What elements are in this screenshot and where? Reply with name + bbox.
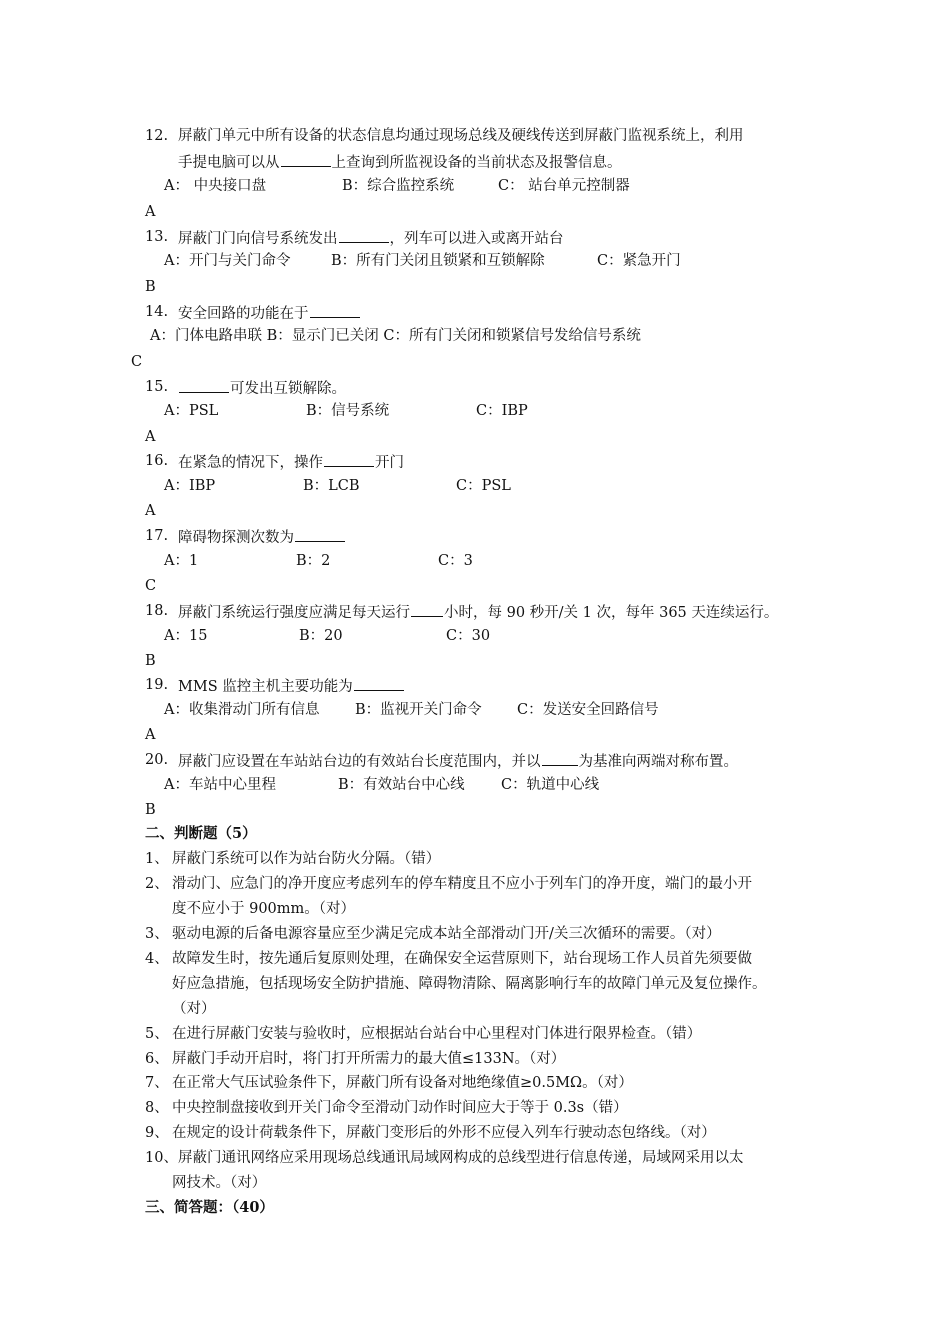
tf-item-text: 在规定的设计荷载条件下，屏蔽门变形后的外形不应侵入列车行驶动态包络线。（对） — [172, 1125, 716, 1141]
question-18-option-a: A：15 — [164, 628, 208, 644]
answer-blank — [411, 601, 443, 617]
question-16-number: 16. — [145, 453, 169, 469]
question-19-option-c: C：发送安全回路信号 — [517, 702, 659, 718]
tf-item-number: 6、 — [145, 1051, 169, 1067]
question-20-number: 20. — [145, 752, 169, 768]
question-12-number: 12. — [145, 128, 169, 144]
question-18-text: 屏蔽门系统运行强度应满足每天运行 小时，每 90 秒开/关 1 次，每年 365 天连续运行。 — [178, 601, 778, 623]
question-15-option-a: A：PSL — [164, 403, 219, 419]
tf-item-text: 屏蔽门通讯网络应采用现场总线通讯局域网构成的总线型进行信息传递，局域网采用以太 — [178, 1150, 744, 1166]
question-14-number: 14. — [145, 304, 169, 320]
question-13-option-c: C：紧急开门 — [597, 253, 681, 269]
question-12-text-line2: 手提电脑可以从 上查询到所监视设备的当前状态及报警信息。 — [178, 151, 622, 173]
question-17-text: 障碍物探测次数为 — [178, 526, 346, 548]
question-16-text: 在紧急的情况下，操作 开门 — [178, 451, 404, 473]
question-16-answer: A — [145, 503, 156, 519]
section-heading-short-answer: 三、简答题：（40） — [145, 1199, 274, 1216]
tf-item-text: 中央控制盘接收到开关门命令至滑动门动作时间应大于等于 0.3s（错） — [172, 1100, 628, 1116]
question-12-option-a: A： 中央接口盘 — [164, 178, 267, 194]
question-16-option-b: B：LCB — [303, 478, 360, 494]
question-15-option-b: B：信号系统 — [306, 403, 390, 419]
question-16-option-c: C：PSL — [456, 478, 511, 494]
question-12-answer: A — [145, 204, 156, 220]
question-12-option-b: B：综合监控系统 — [342, 178, 455, 194]
tf-item-text: （对） — [172, 1001, 216, 1017]
question-14-text: 安全回路的功能在于 — [178, 302, 361, 324]
question-17-option-b: B：2 — [296, 553, 331, 569]
answer-blank — [179, 377, 229, 393]
question-19-option-a: A：收集滑动门所有信息 — [164, 702, 320, 718]
question-13-answer: B — [145, 279, 156, 295]
tf-item-number: 2、 — [145, 876, 169, 892]
question-15-option-c: C：IBP — [476, 403, 528, 419]
question-12-text: 屏蔽门单元中所有设备的状态信息均通过现场总线及硬线传送到屏蔽门监视系统上，利用 — [178, 128, 744, 144]
tf-item-text: 屏蔽门手动开启时，将门打开所需力的最大值≤133N。（对） — [172, 1051, 566, 1067]
section-heading-true-false: 二、判断题（5） — [145, 825, 257, 842]
question-20-text: 屏蔽门应设置在车站站台边的有效站台长度范围内，并以 为基准向两端对称布置。 — [178, 750, 738, 772]
answer-blank — [354, 675, 404, 691]
tf-item-text: 好应急措施，包括现场安全防护措施、障碍物清除、隔离影响行车的故障门单元及复位操作。 — [172, 976, 767, 992]
tf-item-text: 在正常大气压试验条件下，屏蔽门所有设备对地绝缘值≥0.5MΩ。（对） — [172, 1075, 633, 1091]
answer-blank — [295, 526, 345, 542]
tf-item-number: 5、 — [145, 1026, 169, 1042]
tf-item-number: 9、 — [145, 1125, 169, 1141]
question-14-options: A：门体电路串联 B：显示门已关闭 C：所有门关闭和锁紧信号发给信号系统 — [150, 328, 641, 344]
tf-item-text: 屏蔽门系统可以作为站台防火分隔。（错） — [172, 851, 441, 867]
question-19-text: MMS 监控主机主要功能为 — [178, 675, 405, 697]
question-20-option-a: A：车站中心里程 — [164, 777, 276, 793]
answer-blank — [310, 302, 360, 318]
tf-item-number: 10、 — [145, 1150, 178, 1166]
question-17-answer: C — [145, 578, 157, 594]
tf-item-text: 滑动门、应急门的净开度应考虑列车的停车精度且不应小于列车门的净开度，端门的最小开 — [172, 876, 752, 892]
question-19-option-b: B：监视开关门命令 — [355, 702, 482, 718]
tf-item-number: 3、 — [145, 926, 169, 942]
tf-item-number: 7、 — [145, 1075, 169, 1091]
question-13-text: 屏蔽门门向信号系统发出 ，列车可以进入或离开站台 — [178, 227, 564, 249]
question-15-answer: A — [145, 429, 156, 445]
question-20-option-c: C：轨道中心线 — [501, 777, 600, 793]
question-13-number: 13. — [145, 229, 169, 245]
tf-item-number: 4、 — [145, 951, 169, 967]
question-18-number: 18. — [145, 603, 169, 619]
question-18-option-b: B：20 — [299, 628, 343, 644]
question-17-option-a: A：1 — [164, 553, 199, 569]
question-17-number: 17. — [145, 528, 169, 544]
tf-item-text: 在进行屏蔽门安装与验收时，应根据站台站台中心里程对门体进行限界检查。（错） — [172, 1026, 702, 1042]
question-12-option-c: C： 站台单元控制器 — [498, 178, 630, 194]
question-14-answer: C — [131, 354, 143, 370]
question-18-option-c: C：30 — [446, 628, 491, 644]
answer-blank — [324, 451, 374, 467]
tf-item-text: 驱动电源的后备电源容量应至少满足完成本站全部滑动门开/关三次循环的需要。（对） — [172, 926, 721, 942]
tf-item-text: 网技术。（对） — [172, 1175, 267, 1191]
tf-item-text: 故障发生时，按先通后复原则处理，在确保安全运营原则下，站台现场工作人员首先须要做 — [172, 951, 752, 967]
answer-blank — [339, 227, 389, 243]
question-16-option-a: A：IBP — [164, 478, 216, 494]
question-19-number: 19. — [145, 677, 169, 693]
tf-item-text: 度不应小于 900mm。（对） — [172, 901, 356, 917]
tf-item-number: 8、 — [145, 1100, 169, 1116]
question-13-option-b: B：所有门关闭且锁紧和互锁解除 — [331, 253, 545, 269]
answer-blank — [281, 151, 331, 167]
question-20-answer: B — [145, 802, 156, 818]
answer-blank — [542, 750, 578, 766]
question-15-text: 可发出互锁解除。 — [178, 377, 346, 399]
question-18-answer: B — [145, 653, 156, 669]
question-19-answer: A — [145, 727, 156, 743]
tf-item-number: 1、 — [145, 851, 169, 867]
question-20-option-b: B：有效站台中心线 — [338, 777, 465, 793]
question-17-option-c: C：3 — [438, 553, 473, 569]
question-13-option-a: A：开门与关门命令 — [164, 253, 291, 269]
question-15-number: 15. — [145, 379, 169, 395]
